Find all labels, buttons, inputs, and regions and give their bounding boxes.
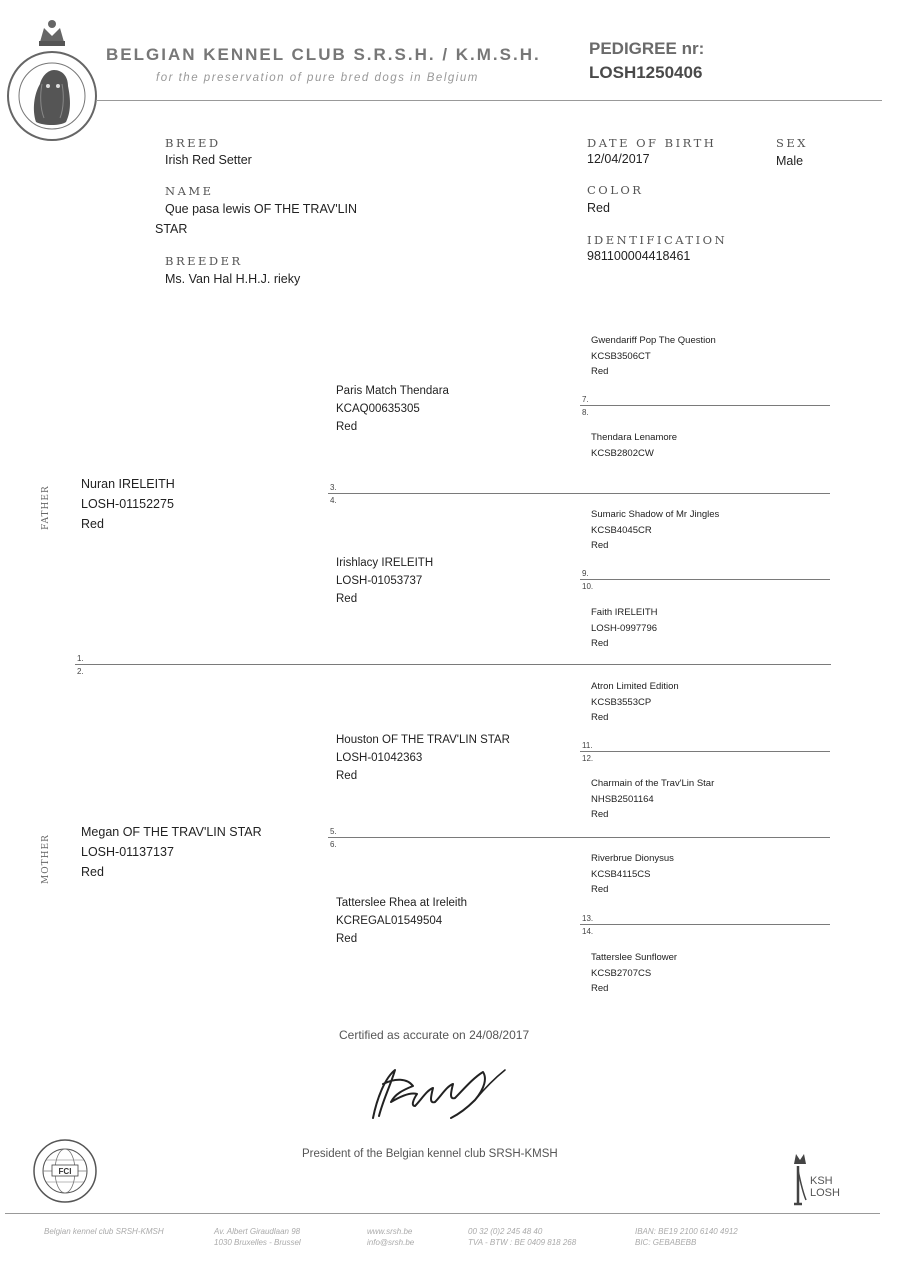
- certification-text: Certified as accurate on 24/08/2017: [339, 1028, 530, 1042]
- president-caption: President of the Belgian kennel club SRSH-KMSH: [302, 1148, 558, 1160]
- position-number: 8.: [582, 408, 589, 417]
- great-grandparent-entry: [591, 430, 677, 461]
- grandparent-entry: [336, 382, 449, 436]
- position-number: 1.: [77, 654, 84, 663]
- great-grandparent-entry: [591, 507, 719, 554]
- dog-name-line2: STAR: [155, 222, 188, 236]
- divider-line-1-2: [75, 664, 831, 665]
- ksh-logo: [790, 1150, 850, 1206]
- position-number: 9.: [582, 569, 589, 578]
- header-rule: [96, 100, 882, 101]
- father-reg: LOSH-01152275: [81, 497, 174, 511]
- breeder-label: BREEDER: [165, 254, 243, 268]
- great-grandparent-name: Gwendariff Pop The Question: [591, 335, 716, 346]
- position-number: 4.: [330, 496, 337, 505]
- footer-web[interactable]: www.srsh.be info@srsh.be: [367, 1227, 415, 1247]
- fci-globe-icon: [32, 1138, 98, 1204]
- divider-line-9-10: [580, 579, 830, 580]
- breed-label: BREED: [165, 136, 221, 150]
- breed-value: Irish Red Setter: [165, 153, 252, 167]
- mother-entry: [81, 822, 262, 882]
- grandparent-name: Paris Match Thendara: [336, 385, 449, 397]
- great-grandparent-color: Red: [591, 540, 609, 551]
- identification-label: IDENTIFICATION: [587, 233, 728, 247]
- pedigree-number: LOSH1250406: [589, 63, 703, 82]
- position-number: 12.: [582, 754, 594, 763]
- great-grandparent-name: Thendara Lenamore: [591, 432, 678, 443]
- great-grandparent-color: Red: [591, 884, 609, 895]
- grandparent-color: Red: [336, 593, 358, 605]
- position-number: 13.: [582, 914, 594, 923]
- fci-logo: [32, 1138, 98, 1204]
- breeder-value: Ms. Van Hal H.H.J. rieky: [165, 272, 301, 286]
- grandparent-entry: [336, 894, 467, 948]
- great-grandparent-name: Atron Limited Edition: [591, 681, 679, 692]
- divider-line-5-6: [328, 837, 830, 838]
- great-grandparent-reg: NHSB2501164: [591, 793, 654, 805]
- position-number: 14.: [582, 927, 594, 936]
- great-grandparent-entry: [591, 851, 674, 898]
- grandparent-color: Red: [336, 421, 358, 433]
- great-grandparent-reg: KCSB2707CS: [591, 967, 652, 979]
- position-number: 7.: [582, 395, 589, 404]
- divider-line-7-8: [580, 405, 830, 406]
- great-grandparent-entry: [591, 333, 716, 380]
- sex-label: SEX: [776, 136, 808, 150]
- great-grandparent-reg: KCSB4045CR: [591, 524, 652, 536]
- great-grandparent-reg: KCSB2802CW: [591, 447, 654, 459]
- grandparent-name: Tatterslee Rhea at Ireleith: [336, 897, 468, 909]
- father-side-label: FATHER: [41, 485, 51, 530]
- divider-line-3-4: [328, 493, 830, 494]
- grandparent-reg: LOSH-01042363: [336, 752, 423, 764]
- club-subtitle: for the preservation of pure bred dogs in Belgium: [156, 72, 479, 84]
- footer-address: Av. Albert Giraudlaan 98 1030 Bruxelles - Brussel: [214, 1227, 301, 1247]
- great-grandparent-name: Faith IRELEITH: [591, 607, 658, 618]
- name-label: NAME: [165, 184, 214, 198]
- father-color: Red: [81, 517, 104, 531]
- divider-line-11-12: [580, 751, 830, 752]
- position-number: 10.: [582, 582, 594, 591]
- grandparent-entry: [336, 554, 433, 608]
- position-number: 3.: [330, 483, 337, 492]
- great-grandparent-reg: LOSH-0997796: [591, 622, 658, 634]
- father-name: Nuran IRELEITH: [81, 477, 175, 491]
- great-grandparent-name: Riverbrue Dionysus: [591, 853, 674, 864]
- mother-reg: LOSH-01137137: [81, 845, 174, 859]
- grandparent-color: Red: [336, 770, 358, 782]
- position-number: 2.: [77, 667, 84, 676]
- color-label: COLOR: [587, 183, 644, 197]
- great-grandparent-color: Red: [591, 809, 609, 820]
- father-entry: [81, 474, 175, 534]
- great-grandparent-color: Red: [591, 366, 609, 377]
- grandparent-reg: KCREGAL01549504: [336, 915, 443, 927]
- mother-color: Red: [81, 865, 104, 879]
- mother-name: Megan OF THE TRAV'LIN STAR: [81, 825, 262, 839]
- ksh-crown-icon: [790, 1150, 850, 1206]
- great-grandparent-color: Red: [591, 983, 609, 994]
- great-grandparent-entry: [591, 605, 658, 652]
- great-grandparent-name: Tatterslee Sunflower: [591, 952, 678, 963]
- great-grandparent-color: Red: [591, 712, 609, 723]
- dog-name-line1: Que pasa lewis OF THE TRAV'LIN: [165, 202, 358, 216]
- dob-value: 12/04/2017: [587, 152, 650, 166]
- great-grandparent-reg: KCSB3553CP: [591, 696, 652, 708]
- great-grandparent-entry: [591, 679, 679, 726]
- svg-text:KSH: KSH: [810, 1175, 833, 1187]
- grandparent-reg: LOSH-01053737: [336, 575, 423, 587]
- footer-club: Belgian kennel club SRSH-KMSH: [44, 1227, 164, 1236]
- color-value: Red: [587, 201, 610, 215]
- footer-phone: 00 32 (0)2 245 48 40 TVA - BTW : BE 0409 818 268: [468, 1227, 577, 1247]
- footer-rule: [5, 1213, 880, 1214]
- svg-text:LOSH: LOSH: [810, 1187, 840, 1199]
- sex-value: Male: [776, 154, 804, 168]
- great-grandparent-reg: KCSB4115CS: [591, 868, 651, 880]
- club-logo: [6, 14, 98, 144]
- grandparent-color: Red: [336, 933, 358, 945]
- svg-text:FCI: FCI: [58, 1167, 72, 1176]
- dob-label: DATE OF BIRTH: [587, 136, 717, 150]
- great-grandparent-entry: [591, 950, 677, 997]
- position-number: 6.: [330, 840, 337, 849]
- great-grandparent-color: Red: [591, 638, 609, 649]
- signature-icon: [355, 1048, 525, 1128]
- great-grandparent-name: Sumaric Shadow of Mr Jingles: [591, 509, 720, 520]
- grandparent-name: Houston OF THE TRAV'LIN STAR: [336, 734, 510, 746]
- divider-line-13-14: [580, 924, 830, 925]
- grandparent-name: Irishlacy IRELEITH: [336, 557, 434, 569]
- grandparent-entry: [336, 731, 510, 785]
- great-grandparent-entry: [591, 776, 714, 823]
- identification-value: 981100004418461: [587, 249, 691, 263]
- position-number: 5.: [330, 827, 337, 836]
- pedigree-label: PEDIGREE nr:: [589, 39, 705, 58]
- grandparent-reg: KCAQ00635305: [336, 403, 420, 415]
- mother-side-label: MOTHER: [41, 834, 51, 884]
- club-name: BELGIAN KENNEL CLUB S.R.S.H. / K.M.S.H.: [106, 45, 541, 64]
- club-seal-icon: [6, 14, 98, 144]
- footer-bank: IBAN: BE19 2100 6140 4912 BIC: GEBABEBB: [635, 1227, 738, 1247]
- position-number: 11.: [582, 741, 593, 750]
- great-grandparent-name: Charmain of the Trav'Lin Star: [591, 778, 715, 789]
- great-grandparent-reg: KCSB3506CT: [591, 350, 651, 362]
